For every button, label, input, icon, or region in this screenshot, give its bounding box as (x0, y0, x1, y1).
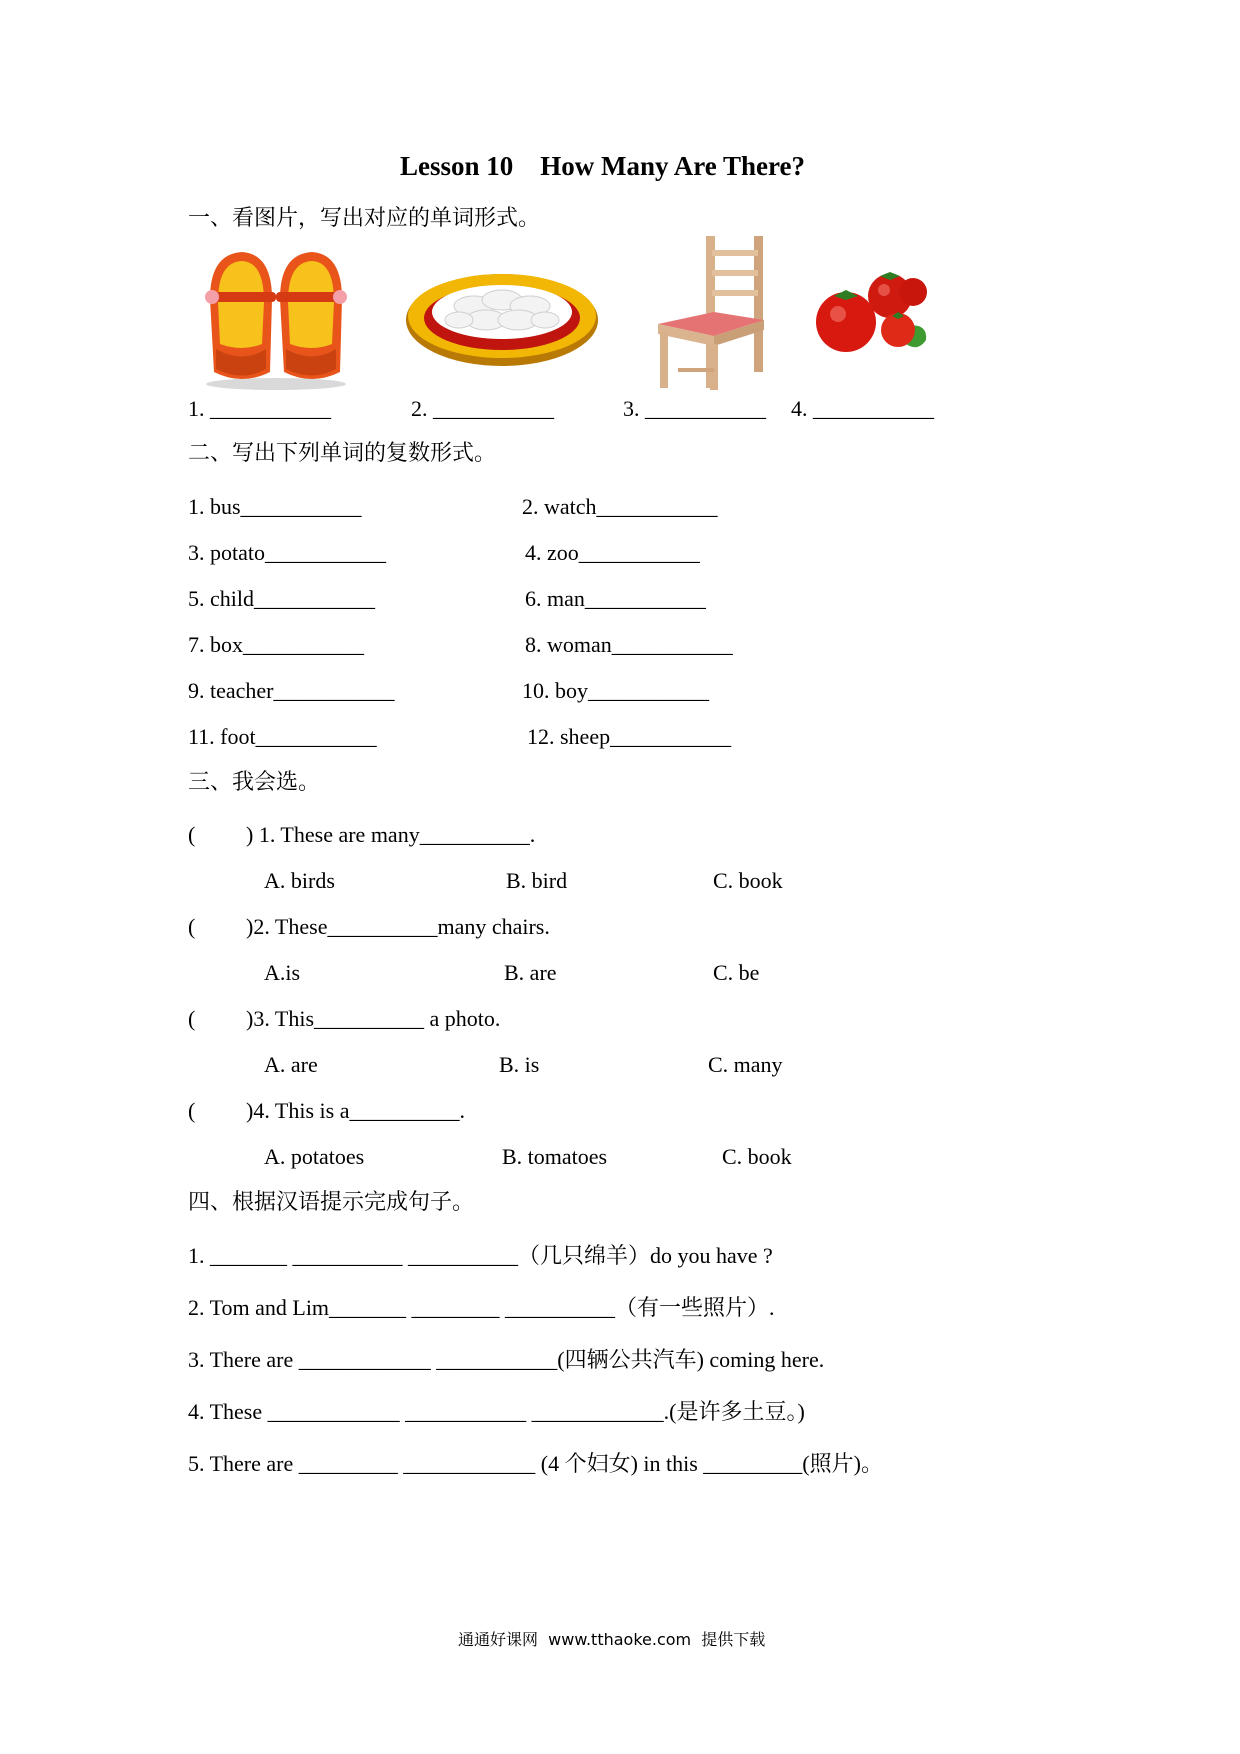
choice-option-1a[interactable]: A. birds (264, 868, 335, 893)
choice-option-2b[interactable]: B. are (504, 960, 557, 985)
section1-heading: 一、看图片，写出对应的单词形式。 (188, 206, 541, 231)
plural-item-9[interactable]: 9. teacher___________ (188, 678, 395, 703)
choice-paren-4[interactable]: ( (188, 1098, 196, 1123)
choice-option-3c[interactable]: C. many (708, 1052, 783, 1077)
choice-paren-1[interactable]: ( (188, 822, 196, 847)
page-footer: 通通好课网 www.tthaoke.com 提供下载 (458, 1630, 766, 1649)
choice-question-1: ) 1. These are many__________. (246, 822, 536, 847)
choice-option-4b[interactable]: B. tomatoes (502, 1144, 608, 1169)
section4-heading: 四、根据汉语提示完成句子。 (188, 1190, 475, 1215)
plural-item-3[interactable]: 3. potato___________ (188, 540, 386, 565)
choice-option-1c[interactable]: C. book (713, 868, 783, 893)
choice-option-4a[interactable]: A. potatoes (264, 1144, 365, 1169)
plural-item-4[interactable]: 4. zoo___________ (525, 540, 700, 565)
choice-option-4c[interactable]: C. book (722, 1144, 792, 1169)
chair-icon (654, 232, 768, 392)
choice-paren-2[interactable]: ( (188, 914, 196, 939)
plural-item-5[interactable]: 5. child___________ (188, 586, 375, 611)
plural-item-1[interactable]: 1. bus___________ (188, 494, 362, 519)
plural-item-11[interactable]: 11. foot___________ (188, 724, 377, 749)
choice-option-2c[interactable]: C. be (713, 960, 760, 985)
choice-question-2: )2. These__________many chairs. (246, 914, 550, 939)
red-shoes-icon (200, 244, 352, 392)
picture-blank-2[interactable]: 2. ___________ (411, 396, 554, 421)
plural-item-2[interactable]: 2. watch___________ (522, 494, 718, 519)
sentence-3[interactable]: 3. There are ____________ ___________(四辆公共汽车) coming here. (188, 1347, 825, 1372)
choice-paren-3[interactable]: ( (188, 1006, 196, 1031)
choice-option-2a[interactable]: A.is (264, 960, 301, 985)
tomatoes-icon (808, 264, 934, 360)
page-title: Lesson 10 How Many Are There? (400, 151, 806, 181)
section3-heading: 三、我会选。 (188, 770, 321, 795)
plural-item-10[interactable]: 10. boy___________ (522, 678, 709, 703)
picture-blank-1[interactable]: 1. ___________ (188, 396, 331, 421)
sentence-2[interactable]: 2. Tom and Lim_______ ________ __________（有一些照片）. (188, 1295, 775, 1320)
plural-item-6[interactable]: 6. man___________ (525, 586, 706, 611)
sentence-1[interactable]: 1. _______ __________ __________（几只绵羊）do you have ? (188, 1243, 773, 1268)
sentence-5[interactable]: 5. There are _________ ____________ (4 个妇女) in this _________(照片)。 (188, 1451, 883, 1476)
choice-question-3: )3. This__________ a photo. (246, 1006, 501, 1031)
picture-blank-4[interactable]: 4. ___________ (791, 396, 934, 421)
choice-question-4: )4. This is a__________. (246, 1098, 465, 1123)
choice-option-3a[interactable]: A. are (264, 1052, 318, 1077)
section2-heading: 二、写出下列单词的复数形式。 (188, 441, 497, 466)
picture-blank-3[interactable]: 3. ___________ (623, 396, 766, 421)
plural-item-8[interactable]: 8. woman___________ (525, 632, 733, 657)
plural-item-12[interactable]: 12. sheep___________ (527, 724, 732, 749)
plural-item-7[interactable]: 7. box___________ (188, 632, 364, 657)
choice-option-3b[interactable]: B. is (499, 1052, 540, 1077)
sentence-4[interactable]: 4. These ____________ ___________ ____________.(是许多土豆。) (188, 1399, 805, 1424)
dumplings-plate-icon (404, 260, 600, 370)
choice-option-1b[interactable]: B. bird (506, 868, 568, 893)
